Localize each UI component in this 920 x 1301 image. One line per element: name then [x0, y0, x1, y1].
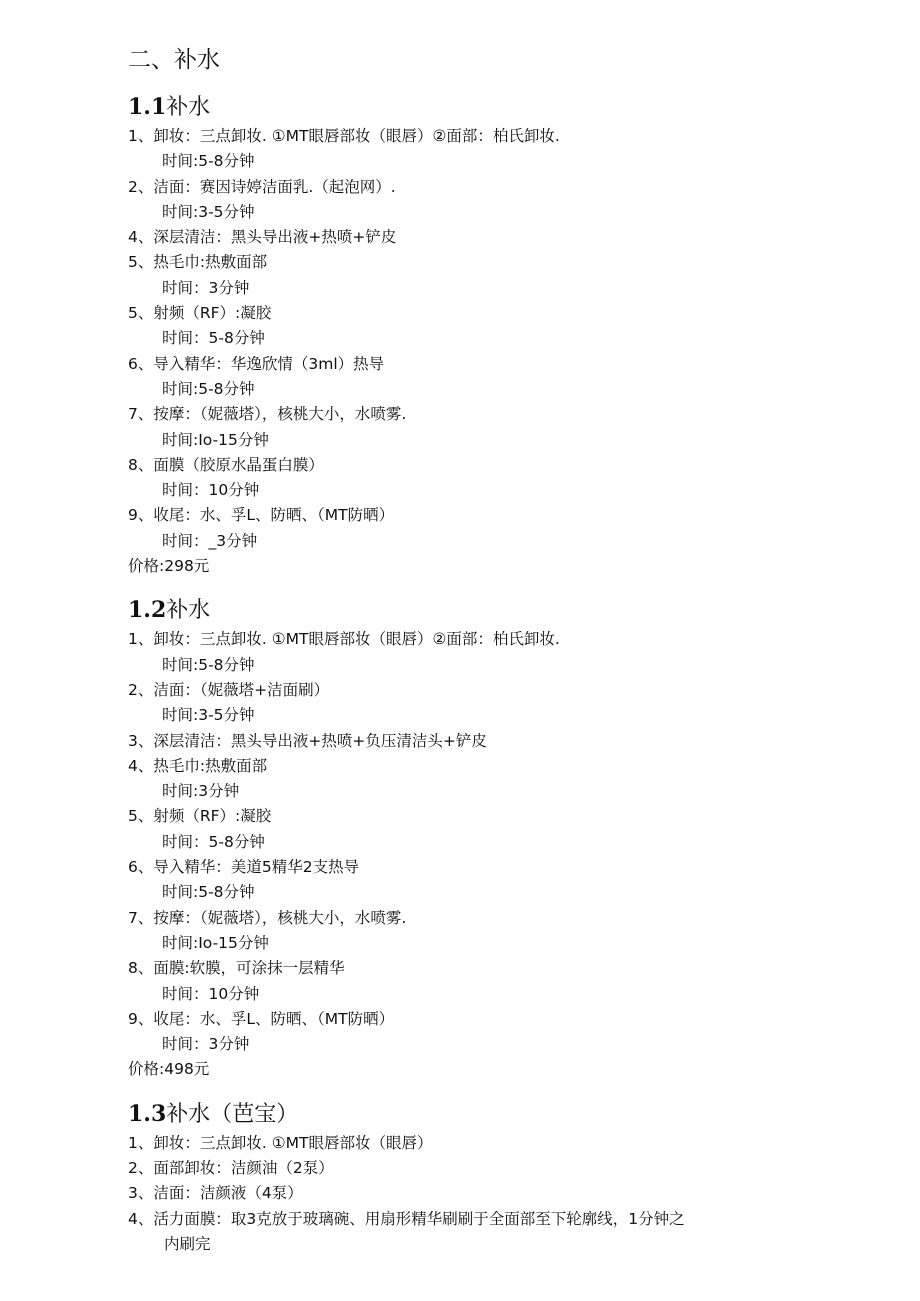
section-title [128, 90, 808, 124]
step-line: 2、面部卸妆：洁颜油（2泵） [128, 1158, 334, 1177]
sections-container [128, 90, 808, 1257]
step-line: 1、卸妆：三点卸妆. ①MT眼唇部妆（眼唇）②面部：柏氏卸妆. [128, 630, 560, 649]
step-line: 7、按摩：（妮薇塔），核桃大小，水喷雾. [128, 908, 407, 927]
section-title-text: 补水（芭宝） [166, 1101, 299, 1127]
time-line: 时间:3-5分钟 [162, 202, 255, 221]
section-title [128, 1097, 808, 1131]
price-line: 价格:498元 [128, 1060, 210, 1079]
section-gap [128, 579, 808, 585]
step-line: 3、深层清洁：黑头导出液+热喷+负压清洁头+铲皮 [128, 731, 487, 750]
step-line: 1、卸妆：三点卸妆. ①MT眼唇部妆（眼唇） [128, 1133, 433, 1152]
step-line: 6、导入精华：美道5精华2支热导 [128, 858, 360, 877]
time-line: 时间：10分钟 [162, 481, 260, 500]
step-line: 5、射频（RF）:凝胶 [128, 304, 272, 323]
time-line: 时间:3-5分钟 [162, 706, 255, 725]
step-line: 2、洁面：赛因诗婷洁面乳.（起泡网）. [128, 177, 396, 196]
step-line: 9、收尾：水、孚L、防晒、（MT防晒） [128, 506, 395, 525]
step-line: 3、洁面：洁颜液（4泵） [128, 1184, 303, 1203]
time-line: 时间：5-8分钟 [162, 832, 265, 851]
step-line: 4、活力面膜：取3克放于玻璃碗、用扇形精华刷刷于全面部至下轮廓线，1分钟之 [128, 1209, 685, 1228]
section-number: 1.1 [128, 94, 167, 120]
document-page [128, 40, 808, 1257]
section-number: 1.2 [128, 597, 167, 624]
price-line: 价格:298元 [128, 557, 210, 576]
time-line: 时间:5-8分钟 [162, 883, 255, 902]
step-line: 9、收尾：水、孚L、防晒、（MT防晒） [128, 1009, 395, 1028]
time-line: 时间：10分钟 [162, 984, 260, 1003]
time-line: 时间：5-8分钟 [162, 329, 265, 348]
step-line: 8、面膜:软膜，可涂抹一层精华 [128, 959, 345, 978]
time-line: 时间:Io-15分钟 [162, 430, 269, 449]
time-line: 时间:5-8分钟 [162, 379, 255, 398]
step-line: 5、热毛巾:热敷面部 [128, 253, 268, 272]
step-line: 4、深层清洁：黑头导出液+热喷+铲皮 [128, 228, 397, 247]
step-line: 7、按摩：（妮薇塔），核桃大小，水喷雾. [128, 405, 407, 424]
step-line: 6、导入精华：华逸欣情（3ml）热导 [128, 354, 385, 373]
step-line: 4、热毛巾:热敷面部 [128, 756, 268, 775]
time-line: 时间：3分钟 [162, 1035, 250, 1054]
section-gap [128, 1083, 808, 1089]
step-line: 5、射频（RF）:凝胶 [128, 807, 272, 826]
chapter-title: 二、补水 [128, 47, 220, 73]
time-line: 时间：3分钟 [162, 278, 250, 297]
step-line: 1、卸妆：三点卸妆. ①MT眼唇部妆（眼唇）②面部：柏氏卸妆. [128, 127, 560, 145]
time-line: 时间:5-8分钟 [162, 655, 255, 674]
section-title [128, 593, 808, 627]
step-line: 2、洁面：（妮薇塔+洁面刷） [128, 680, 330, 699]
time-line: 时间:3分钟 [162, 782, 240, 801]
section-number: 1.3 [128, 1100, 167, 1127]
section-title-text: 补水 [166, 95, 211, 120]
section-title-text: 补水 [166, 598, 211, 624]
continuation-line: 内刷完 [164, 1234, 211, 1253]
time-line: 时间：_3分钟 [162, 531, 258, 550]
time-line: 时间:Io-15分钟 [162, 933, 269, 952]
step-line: 8、面膜（胶原水晶蛋白膜） [128, 455, 324, 474]
time-line: 时间:5-8分钟 [162, 152, 255, 171]
